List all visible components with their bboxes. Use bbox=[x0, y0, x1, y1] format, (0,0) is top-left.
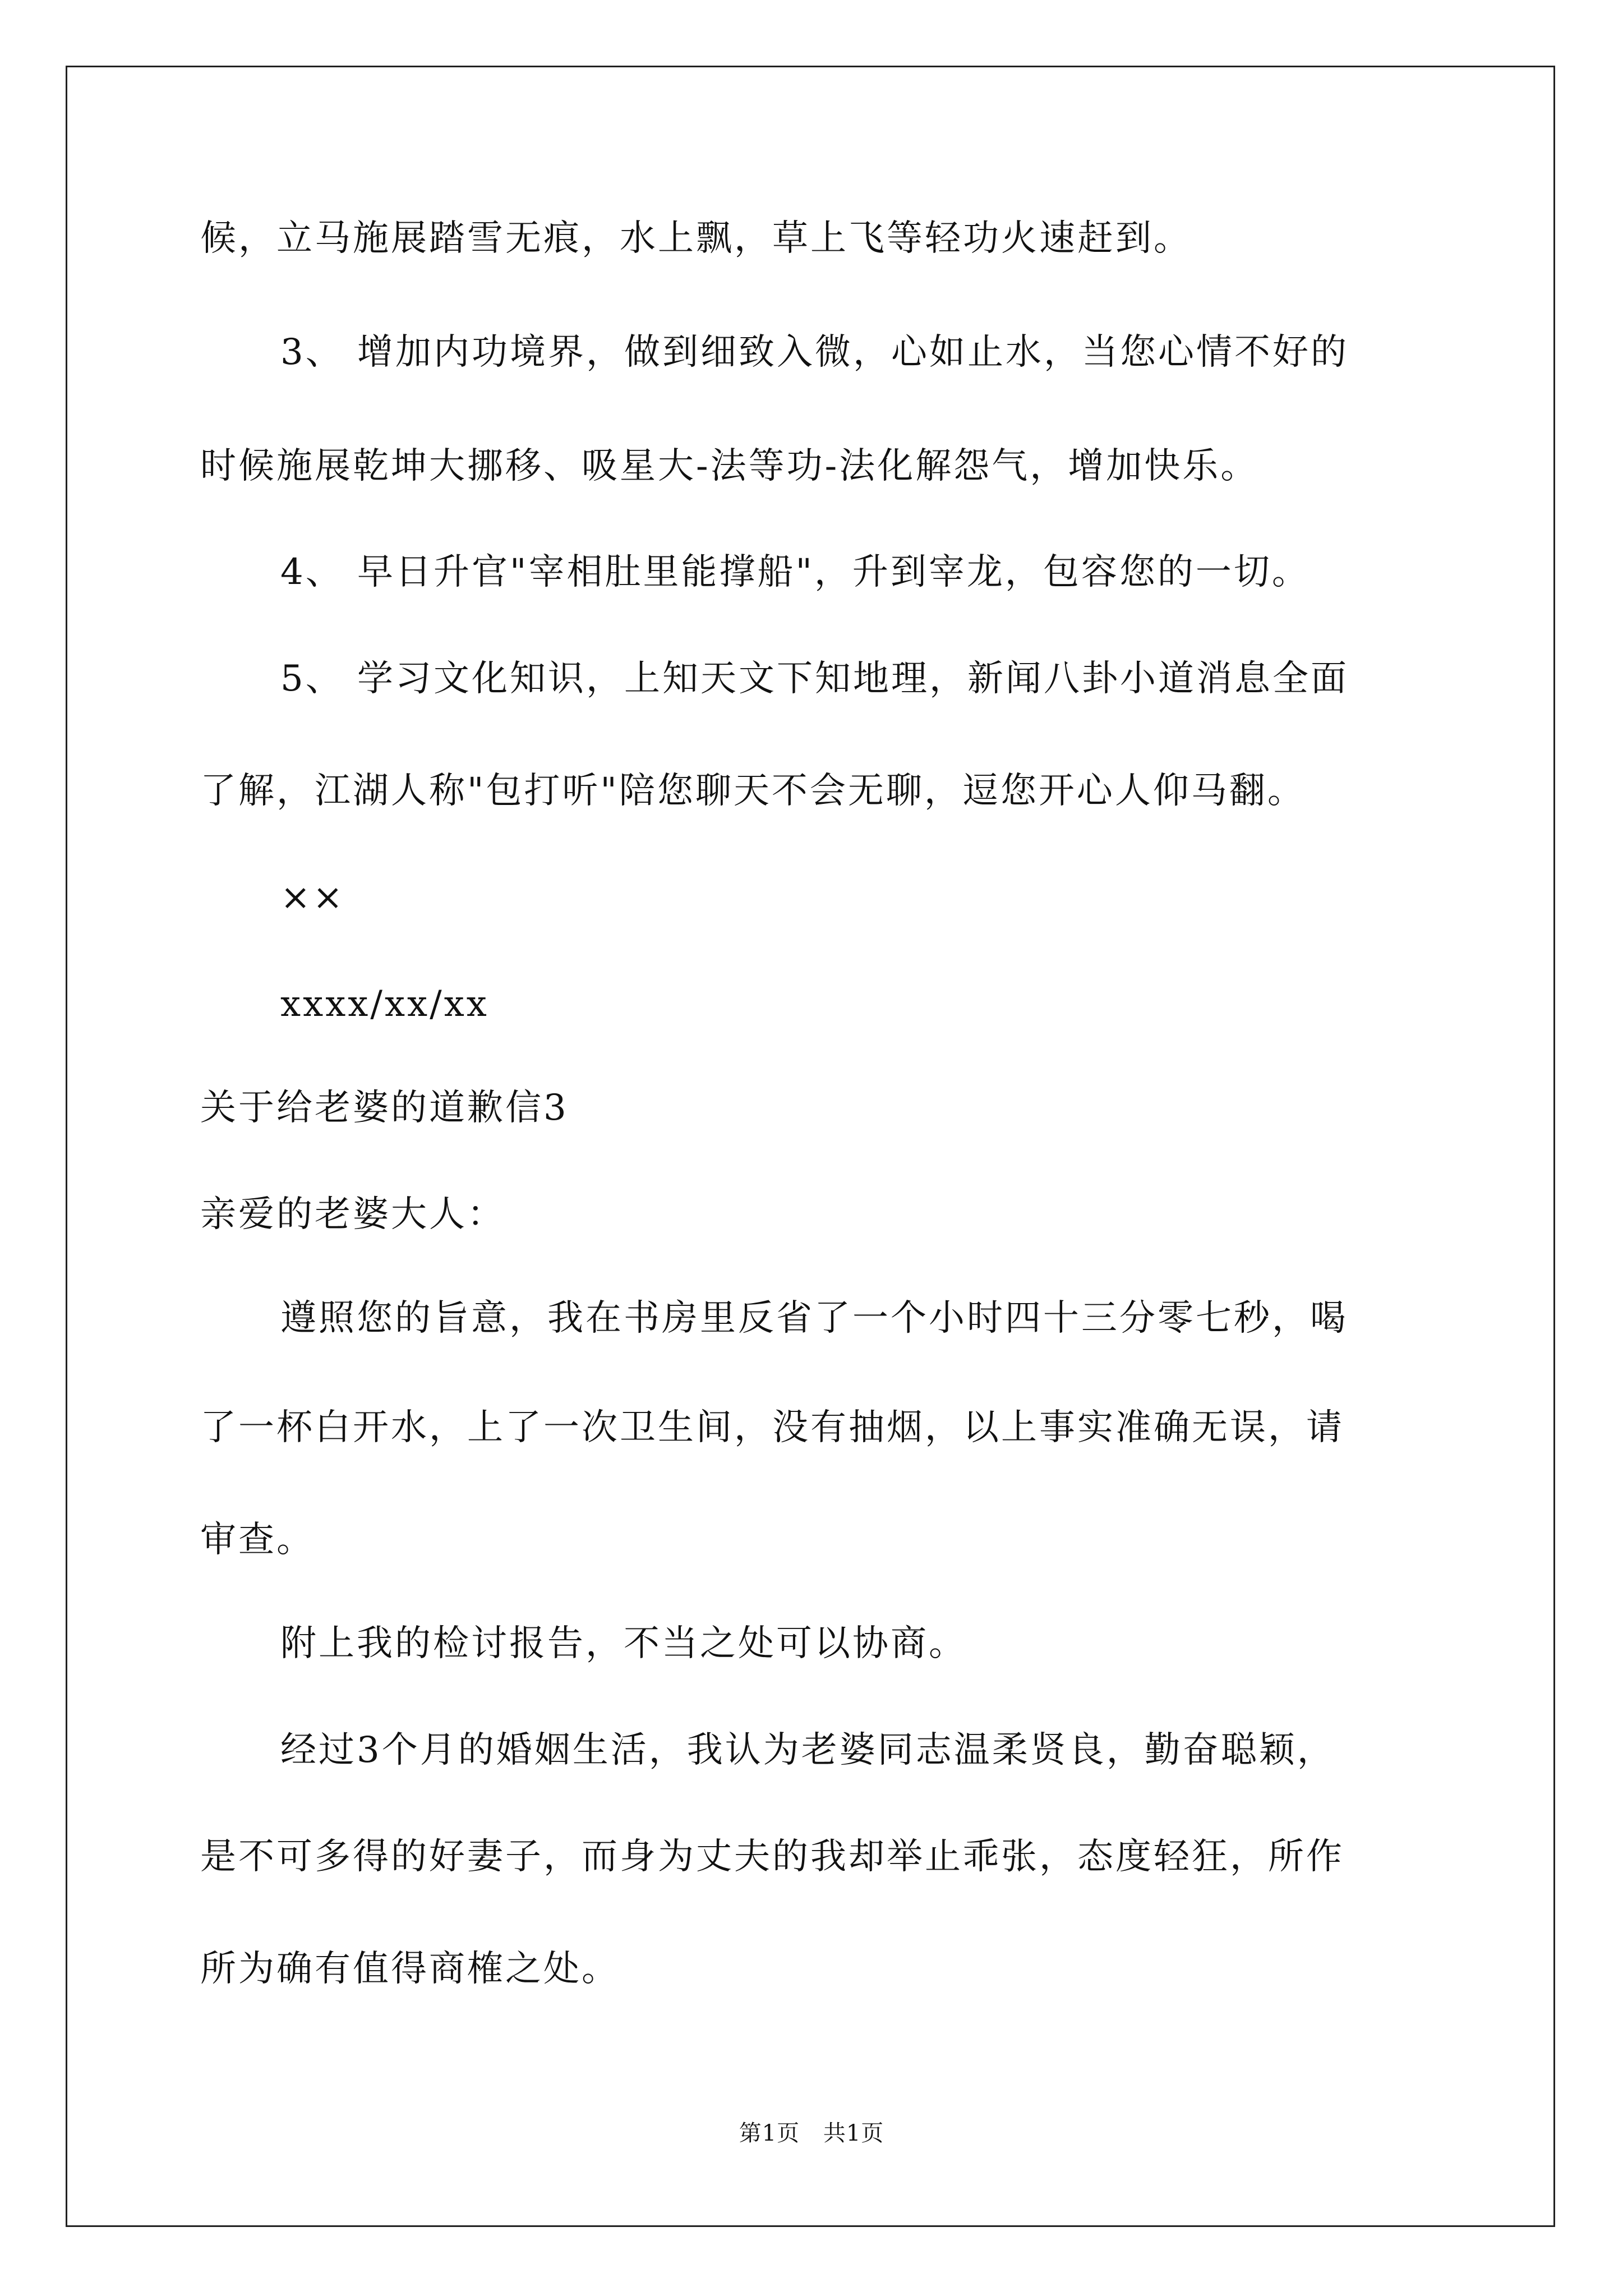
text-line-8: 了一杯白开水，上了一次卫生间，没有抽烟，以上事实准确无误，请 bbox=[200, 1407, 1344, 1448]
page-number: 第1页 bbox=[739, 2120, 800, 2146]
text-line-2: 3、 增加内功境界，做到细致入微，心如止水，当您心情不好的 bbox=[280, 332, 1349, 373]
signature-mark: ×× bbox=[280, 877, 345, 918]
text-line-12: 是不可多得的好妻子，而身为丈夫的我却举止乖张，态度轻狂，所作 bbox=[200, 1836, 1344, 1878]
page-footer bbox=[0, 2119, 1623, 2147]
text-line-3: 时候施展乾坤大挪移、吸星大-法等功-法化解怨气，增加快乐。 bbox=[200, 445, 1259, 487]
text-line-1: 候，立马施展踏雪无痕，水上飘，草上飞等轻功火速赶到。 bbox=[200, 218, 1192, 259]
section-title: 关于给老婆的道歉信3 bbox=[200, 1087, 569, 1129]
text-line-9: 审查。 bbox=[200, 1519, 315, 1561]
text-line-7: 遵照您的旨意，我在书房里反省了一个小时四十三分零七秒，喝 bbox=[280, 1297, 1348, 1339]
text-line-4: 4、 早日升官"宰相肚里能撑船"，升到宰龙，包容您的一切。 bbox=[280, 551, 1310, 593]
text-line-11: 经过3个月的婚姻生活，我认为老婆同志温柔贤良，勤奋聪颖， bbox=[280, 1729, 1335, 1771]
text-line-5: 5、 学习文化知识，上知天文下知地理，新闻八卦小道消息全面 bbox=[280, 658, 1349, 700]
salutation: 亲爱的老婆大人： bbox=[200, 1194, 505, 1235]
text-line-10: 附上我的检讨报告，不当之处可以协商。 bbox=[280, 1623, 967, 1664]
text-line-6: 了解，江湖人称"包打听"陪您聊天不会无聊，逗您开心人仰马翻。 bbox=[200, 770, 1306, 812]
signature-date: xxxx/xx/xx bbox=[280, 983, 489, 1025]
page-total: 共1页 bbox=[823, 2120, 884, 2146]
page-border bbox=[66, 66, 1555, 2227]
text-line-13: 所为确有值得商榷之处。 bbox=[200, 1948, 620, 1990]
